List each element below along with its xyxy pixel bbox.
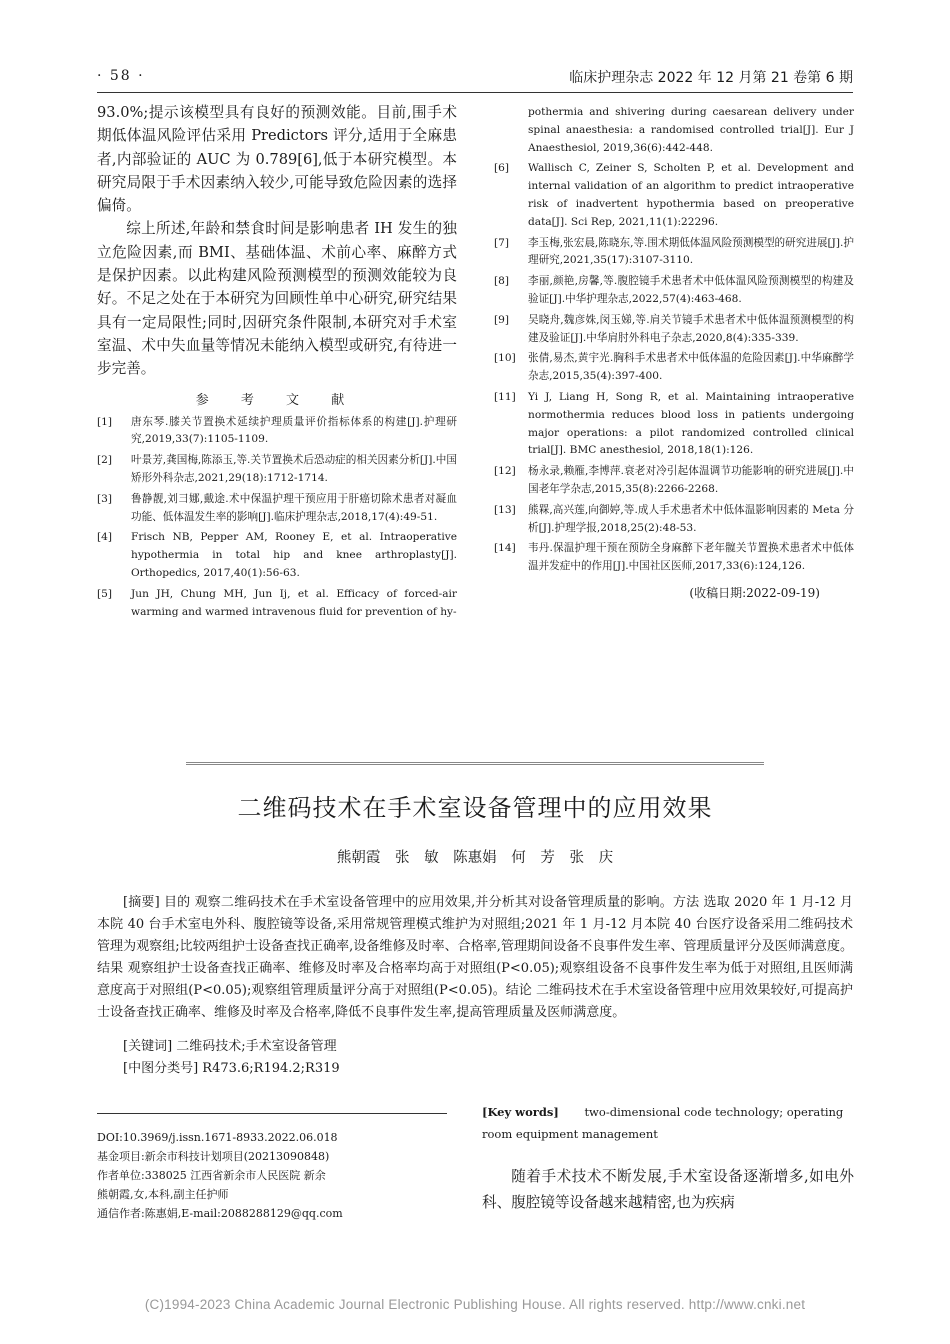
right-column [494, 104, 854, 601]
body-paragraph: 综上所述,年龄和禁食时间是影响患者 IH 发生的独立危险因素,而 BMI、基础体温、术前心率、麻醉方式是保护因素。以此构建风险预测模型的预测效能较为良好。不足之处在于本研究为回顾性单中心研究,研究结果具有一定局限性;同时,因研究条件限制,本研究对手术室室温、术中失血量等情况未能纳入模型或研究,有待进一步完善。 [97, 220, 457, 378]
references-heading: 参 考 文 献 [195, 392, 359, 408]
reference-item: [14] 韦丹.保温护理干预在预防全身麻醉下老年髋关节置换术患者术中低体温并发症中的作用[J].中国社区医师,2017,33(6):124,126. [494, 542, 854, 573]
english-keywords-text: two-dimensional code technology; operating room equipment management [482, 1105, 844, 1141]
header-rule [97, 92, 853, 93]
classification-number: [中图分类号] R473.6;R194.2;R319 [123, 1061, 340, 1076]
body-paragraph: 93.0%;提示该模型具有良好的预测效能。目前,围手术期低体温风险评估采用 Predictors 评分,适用于全麻患者,内部验证的 AUC 为 0.789[6],低于本研究模型。本研究局限于手术因素纳入较少,可能导致危险因素的选择偏倚。 [97, 104, 457, 215]
reference-item: [12] 杨永录,赖雁,李博萍.衰老对冷引起体温调节功能影响的研究进展[J].中国老年学杂志,2015,35(8):2266-2268. [494, 465, 854, 495]
article-title: 二维码技术在手术室设备管理中的应用效果 [237, 794, 713, 822]
reference-item: [4] Frisch NB, Pepper AM, Rooney E, et al. Intraoperative hypothermia in total hip and knee arthroplasty[J]. Orthopedics, 2017,40(1):56-63. [97, 531, 457, 579]
abstract: [摘要] 目的 观察二维码技术在手术室设备管理中的应用效果,并分析其对设备管理质量的影响。方法 选取 2020 年 1 月-12 月本院 40 台手术室电外科、腹腔镜等设备,采用常规管理模式维护为对照组;2021 年 1 月-12 月本院 40 台医疗设备采用二维码技术管理为观察组;比较两组护士设备查找正确率,设备维修及时率、合格率,管理期间设备不良事件发生率、管理质量评分及医师满意度。结果 观察组护士设备查找正确率、维修及时率及合格率均高于对照组(P<0.05);观察组设备不良事件发生率为低于对照组,且医师满意度高于对照组(P<0.05);观察组管理质量评分高于对照组(P<0.05)。结论 二维码技术在手术室设备管理中应用效果较好,可提高护士设备查找正确率、维修及时率及合格率,降低不良事件发生率,提高管理质量及医师满意度。 [97, 895, 853, 1020]
fund: 基金项目:新余市科技计划项目(20213090848) [97, 1150, 330, 1163]
page-number: · 58 · [97, 68, 145, 84]
intro-paragraph: 随着手术技术不断发展,手术室设备逐渐增多,如电外科、腹腔镜等设备越来越精密,也为疾病 [482, 1168, 854, 1211]
corresponding-author: 通信作者:陈惠娟,E-mail:2088288129@qq.com [97, 1207, 343, 1220]
reference-item: [9] 吴晓舟,魏彦姝,闵玉娣,等.肩关节镜手术患者术中低体温预测模型的构建及验证[J].中华肩肘外科电子杂志,2020,8(4):335-339. [494, 313, 854, 344]
reference-item: [10] 张倩,易杰,黄宇光.胸科手术患者术中低体温的危险因素[J].中华麻醉学杂志,2015,35(4):397-400. [494, 352, 854, 383]
first-author: 熊朝霞,女,本科,副主任护师 [97, 1188, 229, 1201]
english-keywords-label: [Key words] [482, 1105, 559, 1119]
reference-item: [8] 李丽,颜艳,房馨,等.腹腔镜手术患者术中低体温风险预测模型的构建及验证[J].中华护理杂志,2022,57(4):463-468. [494, 275, 854, 305]
reference-item: [3] 鲁静靓,刘彐娜,戴途.术中保温护理干预应用于肝癌切除术患者对凝血功能、低体温发生率的影响[J].临床护理杂志,2018,17(4):49-51. [97, 492, 457, 523]
copyright-notice: (C)1994-2023 China Academic Journal Electronic Publishing House. All rights reserved. http://www.cnki.net [144, 1297, 806, 1312]
english-keywords [482, 1101, 854, 1145]
reference-item: [5] Jun JH, Chung MH, Jun Ij, et al. Efficacy of forced-air warming and warmed intravenous fluid for prevention of hy- [97, 587, 457, 618]
footnotes [97, 1128, 457, 1223]
affiliation: 作者单位:338025 江西省新余市人民医院 新余 [97, 1169, 326, 1182]
reference-item: [6] Wallisch C, Zeiner S, Scholten P, et al. Development and internal validation of an algorithm to predict intraoperative risk of inadvertent hypothermia based on preoperative data[J]. Sci Rep, 2021,11(1):22296. [494, 162, 854, 228]
article-divider [186, 762, 764, 765]
journal-header: 临床护理杂志 2022 年 12 月第 21 卷第 6 期 [569, 70, 853, 86]
reference-item: [13] 熊槑,高兴莲,向御婷,等.成人手术患者术中低体温影响因素的 Meta 分析[J].护理学报,2018,25(2):48-53. [494, 503, 854, 534]
reference-item: [1] 唐东琴.膝关节置换术延续护理质量评价指标体系的构建[J].护理研究,2019,33(7):1105-1109. [97, 415, 457, 446]
footnote-rule [97, 1113, 447, 1114]
reference-item: [7] 李玉梅,张宏晨,陈晓东,等.围术期低体温风险预测模型的研究进展[J].护理研究,2021,35(17):3107-3110. [494, 236, 854, 267]
keywords: [关键词] 二维码技术;手术室设备管理 [123, 1039, 337, 1054]
article-authors: 熊朝霞 张 敏 陈惠娟 何 芳 张 庆 [336, 850, 614, 866]
left-column [97, 101, 457, 624]
doi: DOI:10.3969/j.issn.1671-8933.2022.06.018 [97, 1131, 338, 1144]
reference-item: [11] Yi J, Liang H, Song R, et al. Maintaining intraoperative normothermia reduces blood loss in patients undergoing major operations: a pilot randomized controlled clinical trial[J]. BMC anesthesiol, 2018,18(1):126. [494, 390, 854, 457]
received-date: (收稿日期:2022-09-19) [689, 585, 820, 600]
reference-item: [2] 叶景芳,龚国梅,陈添玉,等.关节置换术后恐动症的相关因素分析[J].中国矫形外科杂志,2021,29(18):1712-1714. [97, 454, 457, 484]
reference-continuation: pothermia and shivering during caesarean delivery under spinal anaesthesia: a randomised controlled trial[J]. Eur J Anaesthesiol, 2019,36(6):442-448. [528, 106, 854, 154]
